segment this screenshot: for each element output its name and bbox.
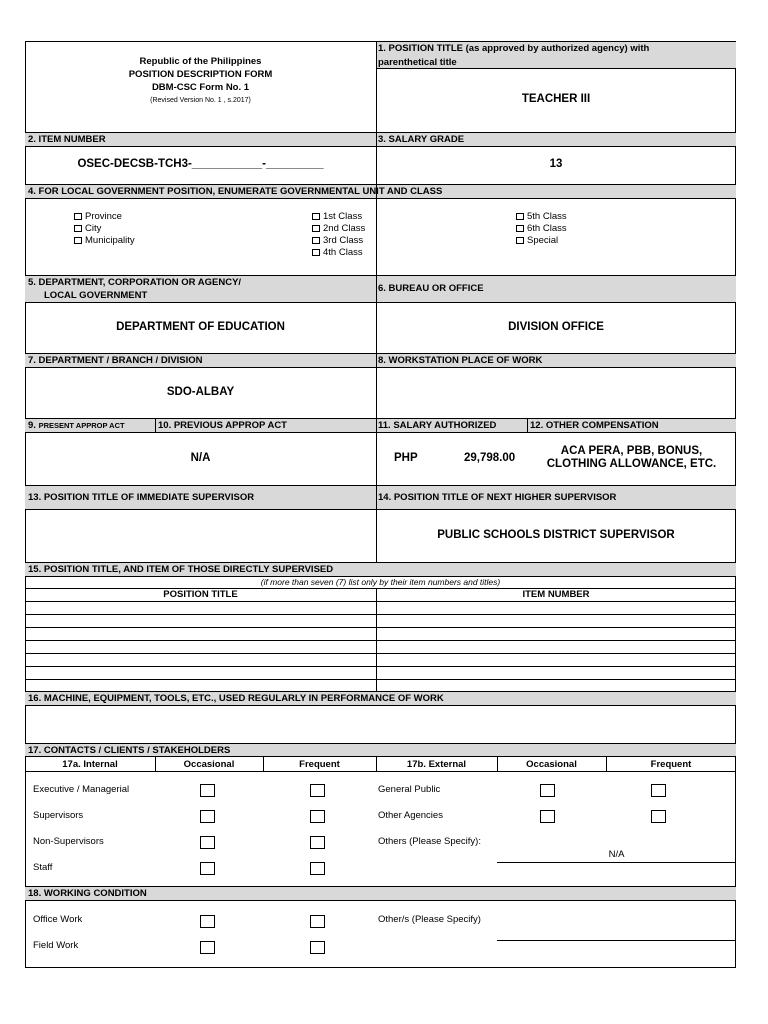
non-supervisors-frequent-checkbox[interactable] xyxy=(310,836,325,849)
option-province[interactable] xyxy=(74,211,135,223)
option-municipality[interactable] xyxy=(74,235,135,247)
option-3rd-class[interactable] xyxy=(312,235,365,247)
general-public-frequent-checkbox[interactable] xyxy=(651,784,666,797)
executive-frequent-checkbox[interactable] xyxy=(310,784,325,797)
salary-amount-value[interactable]: 29,798.00 xyxy=(464,452,516,464)
office-work-occasional-checkbox[interactable] xyxy=(200,915,215,928)
s5-label-line2: LOCAL GOVERNMENT xyxy=(44,290,148,301)
other-compensation-value[interactable] xyxy=(527,445,736,471)
divider-9-10 xyxy=(155,418,156,433)
option-label: 1st Class xyxy=(323,211,363,222)
s15-row-line xyxy=(25,653,736,654)
s9-text: PRESENT APPROP ACT xyxy=(38,421,125,430)
form-number: DBM-CSC Form No. 1 xyxy=(151,82,250,93)
internal-non-supervisors-label: Non-Supervisors xyxy=(33,836,104,847)
checkbox-icon[interactable] xyxy=(312,225,320,232)
s17-others-line xyxy=(497,862,736,863)
divider-top xyxy=(376,41,377,563)
s4-label: 4. FOR LOCAL GOVERNMENT POSITION, ENUMERATE GOVERNMENTAL UNIT AND CLASS xyxy=(28,186,443,197)
internal-supervisors-label: Supervisors xyxy=(33,810,84,821)
form-header xyxy=(25,55,376,107)
other-conditions-label: Other/s (Please Specify) xyxy=(378,914,481,925)
checkbox-icon[interactable] xyxy=(312,213,320,220)
s5-label xyxy=(28,277,241,301)
s17a-header: 17a. Internal xyxy=(62,759,118,770)
department-value[interactable]: DEPARTMENT OF EDUCATION xyxy=(116,321,285,333)
external-others-label: Others (Please Specify): xyxy=(378,836,481,847)
s11-label: 11. SALARY AUTHORIZED xyxy=(378,420,497,431)
s15-label: 15. POSITION TITLE, AND ITEM OF THOSE DIRECTLY SUPERVISED xyxy=(28,564,334,575)
s8-label: 8. WORKSTATION PLACE OF WORK xyxy=(378,355,543,366)
s17b-occasional-header: Occasional xyxy=(526,759,577,770)
s15-row-line xyxy=(25,640,736,641)
approp-act-value[interactable]: N/A xyxy=(190,452,211,464)
option-4th-class[interactable] xyxy=(312,247,365,259)
division-value[interactable]: SDO-ALBAY xyxy=(166,386,235,398)
s4-classes-a xyxy=(312,211,365,259)
s17a-occasional-header: Occasional xyxy=(183,759,235,770)
s13-label: 13. POSITION TITLE OF IMMEDIATE SUPERVISOR xyxy=(28,492,255,503)
s4-classes-b xyxy=(516,211,567,247)
internal-staff-label: Staff xyxy=(33,862,53,873)
others-specify-value[interactable]: N/A xyxy=(608,849,625,860)
checkbox-icon[interactable] xyxy=(74,213,82,220)
s17a-frequent-header: Frequent xyxy=(299,759,340,770)
s9-label xyxy=(28,420,125,431)
s15-row-line xyxy=(25,666,736,667)
general-public-occasional-checkbox[interactable] xyxy=(540,784,555,797)
revision-text: (Revised Version No. 1 , s.2017) xyxy=(150,97,251,104)
s4-units xyxy=(74,211,135,247)
staff-occasional-checkbox[interactable] xyxy=(200,862,215,875)
option-label: 3rd Class xyxy=(323,235,364,246)
salary-grade-value[interactable]: 13 xyxy=(549,158,563,170)
internal-executive-label: Executive / Managerial xyxy=(33,784,130,795)
option-label: Municipality xyxy=(85,235,135,246)
checkbox-icon[interactable] xyxy=(516,237,524,244)
s15-col-item-number: ITEM NUMBER xyxy=(522,589,590,600)
s7-label: 7. DEPARTMENT / BRANCH / DIVISION xyxy=(28,355,203,366)
s3-label: 3. SALARY GRADE xyxy=(378,134,465,145)
compensation-line2: CLOTHING ALLOWANCE, ETC. xyxy=(546,458,717,470)
field-work-label: Field Work xyxy=(33,940,79,951)
s6-label: 6. BUREAU OR OFFICE xyxy=(378,283,484,294)
staff-frequent-checkbox[interactable] xyxy=(310,862,325,875)
s1-label xyxy=(378,43,649,68)
external-general-public-label: General Public xyxy=(378,784,441,795)
s18-label: 18. WORKING CONDITION xyxy=(28,888,147,899)
checkbox-icon[interactable] xyxy=(74,237,82,244)
non-supervisors-occasional-checkbox[interactable] xyxy=(200,836,215,849)
s14-label: 14. POSITION TITLE OF NEXT HIGHER SUPERVISOR xyxy=(378,492,617,503)
option-label: City xyxy=(85,223,102,234)
option-label: Province xyxy=(85,211,122,222)
checkbox-icon[interactable] xyxy=(312,249,320,256)
option-label: 6th Class xyxy=(527,223,567,234)
s15-col-position-title: POSITION TITLE xyxy=(163,589,238,600)
office-work-frequent-checkbox[interactable] xyxy=(310,915,325,928)
s1-label-line1: 1. POSITION TITLE (as approved by authorized agency) with xyxy=(378,43,650,54)
s18-other-line xyxy=(497,940,736,941)
next-higher-supervisor-value[interactable]: PUBLIC SCHOOLS DISTRICT SUPERVISOR xyxy=(437,529,675,541)
form-name: POSITION DESCRIPTION FORM xyxy=(128,69,273,80)
bureau-value[interactable]: DIVISION OFFICE xyxy=(508,321,604,333)
option-label: 2nd Class xyxy=(323,223,366,234)
option-label: Special xyxy=(527,235,559,246)
option-1st-class[interactable] xyxy=(312,211,365,223)
s16-label: 16. MACHINE, EQUIPMENT, TOOLS, ETC., USED REGULARLY IN PERFORMANCE OF WORK xyxy=(28,693,444,704)
s15-row-line xyxy=(25,614,736,615)
option-special[interactable] xyxy=(516,235,567,247)
s1-label-line2: parenthetical title xyxy=(378,57,457,68)
s15-note: (if more than seven (7) list only by their item numbers and titles) xyxy=(260,577,501,587)
executive-occasional-checkbox[interactable] xyxy=(200,784,215,797)
position-title-value[interactable]: TEACHER III xyxy=(521,93,591,105)
option-5th-class[interactable] xyxy=(516,211,567,223)
option-6th-class[interactable] xyxy=(516,223,567,235)
s17b-header: 17b. External xyxy=(406,759,467,770)
divider-11-12 xyxy=(527,418,528,433)
checkbox-icon[interactable] xyxy=(312,237,320,244)
s17-label: 17. CONTACTS / CLIENTS / STAKEHOLDERS xyxy=(28,745,231,756)
currency-value: PHP xyxy=(394,452,418,464)
checkbox-icon[interactable] xyxy=(516,213,524,220)
option-city[interactable] xyxy=(74,223,135,235)
field-work-occasional-checkbox[interactable] xyxy=(200,941,215,954)
item-number-value[interactable]: OSEC-DECSB-TCH3-___________-_________ xyxy=(77,158,324,170)
compensation-line1: ACA PERA, PBB, BONUS, xyxy=(560,445,703,457)
s15-row-line xyxy=(25,679,736,680)
field-work-frequent-checkbox[interactable] xyxy=(310,941,325,954)
option-label: 4th Class xyxy=(323,247,363,258)
s10-label: 10. PREVIOUS APPROP ACT xyxy=(158,420,287,431)
s2-label: 2. ITEM NUMBER xyxy=(28,134,106,145)
s5-label-line1: 5. DEPARTMENT, CORPORATION OR AGENCY/ xyxy=(28,277,242,288)
s17b-frequent-header: Frequent xyxy=(650,759,692,770)
s12-label: 12. OTHER COMPENSATION xyxy=(530,420,659,431)
external-other-agencies-label: Other Agencies xyxy=(378,810,443,821)
other-agencies-occasional-checkbox[interactable] xyxy=(540,810,555,823)
s17-subheader-line xyxy=(25,771,736,772)
s15-row-line xyxy=(25,627,736,628)
s9-number: 9. xyxy=(28,420,36,431)
s15-row-line xyxy=(25,601,736,602)
other-agencies-frequent-checkbox[interactable] xyxy=(651,810,666,823)
republic-text: Republic of the Philippines xyxy=(139,56,262,67)
supervisors-occasional-checkbox[interactable] xyxy=(200,810,215,823)
office-work-label: Office Work xyxy=(33,914,83,925)
checkbox-icon[interactable] xyxy=(74,225,82,232)
option-2nd-class[interactable] xyxy=(312,223,365,235)
supervisors-frequent-checkbox[interactable] xyxy=(310,810,325,823)
option-label: 5th Class xyxy=(527,211,567,222)
checkbox-icon[interactable] xyxy=(516,225,524,232)
